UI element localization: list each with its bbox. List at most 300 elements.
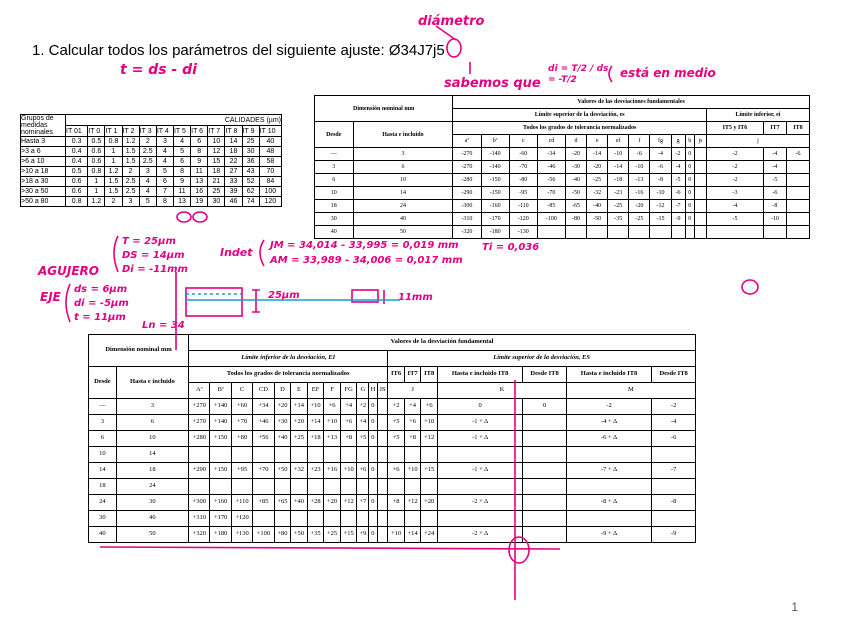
table-cell (307, 511, 324, 527)
table-cell: 4 (156, 157, 173, 167)
table-cell (694, 226, 706, 239)
quality-table (20, 114, 282, 207)
table-cell (652, 511, 696, 527)
table-cell: -2 (652, 399, 696, 415)
hole-header-it: Desde IT8 (523, 367, 567, 383)
table-cell: -130 (509, 226, 537, 239)
table-cell (566, 447, 651, 463)
table-cell: -7 + Δ (566, 463, 651, 479)
table-cell: +12 (340, 495, 357, 511)
table-cell: +35 (307, 527, 324, 543)
table-cell: 0.6 (66, 177, 88, 187)
table-cell: +80 (274, 527, 291, 543)
table-cell (523, 511, 567, 527)
annotation-ln: Ln = 34 (142, 320, 185, 331)
table-cell: -80 (565, 213, 586, 226)
table-cell (437, 511, 522, 527)
table-cell: 12 (208, 147, 225, 157)
table-cell: +15 (340, 527, 357, 543)
table-cell: 4 (139, 177, 156, 187)
table-cell (694, 174, 706, 187)
table-row (21, 167, 282, 177)
table-cell: +8 (388, 495, 405, 511)
table-cell: +25 (291, 431, 308, 447)
table-cell (650, 226, 671, 239)
table-cell (377, 479, 388, 495)
shaft-header-dim: Dimensión nominal mm (315, 96, 453, 122)
table-cell: +6 (340, 415, 357, 431)
table-cell: +28 (307, 495, 324, 511)
table-cell: 10 (353, 174, 453, 187)
table-cell: -4 (671, 161, 685, 174)
table-cell: 18 (116, 463, 188, 479)
page-number: 1 (791, 600, 798, 614)
table-cell (307, 479, 324, 495)
table-cell (786, 226, 809, 239)
table-cell (629, 226, 650, 239)
table-cell (291, 511, 308, 527)
table-cell: 1.5 (122, 157, 139, 167)
table-cell: 50 (116, 527, 188, 543)
table-cell: 6 (173, 157, 190, 167)
table-cell: 48 (259, 147, 281, 157)
table-cell (377, 463, 388, 479)
table-cell: 13 (191, 177, 208, 187)
table-cell: -270 (453, 148, 481, 161)
table-cell: +6 (324, 399, 341, 415)
table-cell: -6 (650, 161, 671, 174)
table-cell: 62 (242, 187, 259, 197)
table-cell: 33 (225, 177, 242, 187)
shaft-header-sup: Límite superior de la desviación, es (453, 109, 707, 122)
table-cell: +34 (253, 399, 274, 415)
table-cell: 6 (191, 137, 208, 147)
table-cell: -10 (608, 148, 629, 161)
annotation-agujero-ds: DS = 14µm (122, 250, 185, 261)
annotation-di-ds: di = T/2 / ds = -T/2 (548, 64, 609, 85)
table-cell: 0 (369, 415, 377, 431)
table-cell (291, 479, 308, 495)
table-cell: +70 (231, 415, 252, 431)
table-cell: 2.5 (122, 177, 139, 187)
row-label: Hasta 3 (21, 137, 66, 147)
table-cell: +4 (357, 415, 369, 431)
table-cell: -8 + Δ (566, 495, 651, 511)
table-cell: 10 (89, 447, 117, 463)
table-cell: -2 (671, 148, 685, 161)
table-cell: +80 (231, 431, 252, 447)
quality-header-groups: Grupos de medidas nominales (21, 115, 66, 137)
table-cell: 4 (139, 187, 156, 197)
table-cell (274, 479, 291, 495)
table-cell: -6 (629, 148, 650, 161)
annotation-eje-ds: ds = 6µm (74, 284, 128, 295)
table-cell (324, 447, 341, 463)
table-cell: +310 (189, 511, 210, 527)
table-cell (437, 447, 522, 463)
annotation-eje-t: t = 11µm (74, 312, 126, 323)
quality-column-header: IT 3 (139, 126, 156, 137)
quality-column-header: IT 2 (122, 126, 139, 137)
table-cell: -50 (565, 187, 586, 200)
table-cell: -1 + Δ (437, 415, 522, 431)
table-cell: 9 (173, 177, 190, 187)
table-cell (357, 479, 369, 495)
table-cell: 6 (353, 161, 453, 174)
table-cell: +60 (231, 399, 252, 415)
table-row (315, 174, 810, 187)
table-cell: -290 (453, 187, 481, 200)
hole-deviation-table (88, 334, 696, 543)
table-cell: -4 (706, 200, 763, 213)
table-row (21, 177, 282, 187)
table-cell (685, 226, 694, 239)
table-cell (706, 226, 763, 239)
table-cell (566, 511, 651, 527)
table-row (21, 187, 282, 197)
hole-header-dim: Dimensión nominal mm (89, 335, 189, 367)
table-cell: 1.5 (105, 187, 122, 197)
table-cell (324, 511, 341, 527)
table-cell: 1 (105, 157, 122, 167)
table-cell: 0 (685, 148, 694, 161)
table-cell: +320 (189, 527, 210, 543)
table-cell: -14 (587, 148, 608, 161)
table-cell: -9 (671, 213, 685, 226)
table-cell (388, 479, 405, 495)
table-cell: 3 (89, 415, 117, 431)
table-cell: +50 (274, 463, 291, 479)
hole-column-header: FG (340, 383, 357, 399)
table-cell: +14 (307, 415, 324, 431)
table-cell: -110 (509, 200, 537, 213)
table-cell: +6 (421, 399, 438, 415)
table-cell: 30 (208, 197, 225, 207)
quality-column-header: IT 9 (242, 126, 259, 137)
table-cell: +5 (388, 431, 405, 447)
table-cell: -35 (608, 213, 629, 226)
table-cell: -20 (587, 161, 608, 174)
hole-header-it: Hasta e incluido IT8 (437, 367, 522, 383)
table-cell: -2 (706, 148, 763, 161)
table-cell: -32 (587, 187, 608, 200)
table-cell: -310 (453, 213, 481, 226)
table-cell: 10 (116, 431, 188, 447)
table-cell: +280 (189, 431, 210, 447)
quality-column-header: IT 6 (191, 126, 208, 137)
shaft-column-header: fg (650, 135, 671, 148)
table-cell: +95 (231, 463, 252, 479)
hole-column-header: C (231, 383, 252, 399)
table-cell: 22 (225, 157, 242, 167)
table-cell: 21 (208, 177, 225, 187)
table-cell: +85 (253, 495, 274, 511)
quality-column-header: IT 8 (225, 126, 242, 137)
table-cell: 2 (105, 197, 122, 207)
table-cell: 0.8 (66, 197, 88, 207)
table-cell (291, 447, 308, 463)
table-cell: 25 (242, 137, 259, 147)
table-cell: +270 (189, 399, 210, 415)
shaft-column-header: c (509, 135, 537, 148)
annotation-indet: Indet (220, 246, 253, 259)
table-cell: 18 (89, 479, 117, 495)
table-cell: 0 (523, 399, 567, 415)
hole-header-values: Valores de la desviación fundamental (189, 335, 696, 351)
table-cell: 18 (315, 200, 354, 213)
table-cell: 27 (225, 167, 242, 177)
table-cell: 1.2 (105, 167, 122, 177)
table-row (315, 200, 810, 213)
table-row (315, 213, 810, 226)
table-cell: 0 (685, 200, 694, 213)
table-row (315, 161, 810, 174)
table-cell (253, 511, 274, 527)
table-cell: -10 (629, 161, 650, 174)
table-cell: +14 (404, 527, 421, 543)
table-cell: 1 (88, 177, 105, 187)
table-cell: 6 (156, 177, 173, 187)
table-cell: 0 (369, 527, 377, 543)
table-cell: 1.5 (105, 177, 122, 187)
hole-header-j: J (388, 383, 438, 399)
table-cell: -100 (537, 213, 565, 226)
table-cell: 50 (353, 226, 453, 239)
table-cell: -6 (763, 187, 786, 200)
table-cell: +10 (307, 399, 324, 415)
table-cell: +8 (340, 431, 357, 447)
table-cell: -2 + Δ (437, 527, 522, 543)
hole-header-sup: Límite superior de la desviación, ES (388, 351, 696, 367)
table-cell: 120 (259, 197, 281, 207)
annotation-am: AM = 33,989 - 34,006 = 0,017 mm (270, 255, 463, 266)
table-cell (340, 511, 357, 527)
table-cell: 3 (315, 161, 354, 174)
shaft-header-desde: Desde (315, 122, 354, 148)
table-cell: -30 (565, 161, 586, 174)
table-cell: 0 (685, 213, 694, 226)
table-cell: -140 (481, 161, 509, 174)
table-cell: 24 (353, 200, 453, 213)
table-cell: +300 (189, 495, 210, 511)
table-cell: 2 (122, 167, 139, 177)
table-cell: +20 (421, 495, 438, 511)
shaft-column-header: d (565, 135, 586, 148)
table-cell: 19 (191, 197, 208, 207)
table-cell: +140 (210, 399, 231, 415)
table-cell (694, 187, 706, 200)
table-cell: +13 (324, 431, 341, 447)
table-cell: -70 (509, 161, 537, 174)
exercise-title: 1. Calcular todos los parámetros del siguiente ajuste: Ø34J7j5 (32, 42, 445, 59)
table-row (89, 479, 696, 495)
shaft-deviation-table (314, 95, 810, 239)
table-cell: 15 (208, 157, 225, 167)
table-cell (274, 447, 291, 463)
table-cell: 0 (685, 174, 694, 187)
shaft-column-header: ef (608, 135, 629, 148)
shaft-header-hasta: Hasta e incluido (353, 122, 453, 148)
table-cell: — (89, 399, 117, 415)
hole-header-it: IT6 (388, 367, 405, 383)
row-label: >30 a 50 (21, 187, 66, 197)
table-cell (566, 479, 651, 495)
table-cell: -4 + Δ (566, 415, 651, 431)
table-cell: -23 (608, 187, 629, 200)
table-cell: +170 (210, 511, 231, 527)
table-cell: +15 (421, 463, 438, 479)
table-cell: +150 (210, 431, 231, 447)
table-cell: 52 (242, 177, 259, 187)
table-cell (421, 447, 438, 463)
table-cell: 24 (89, 495, 117, 511)
table-row (21, 137, 282, 147)
table-cell: +10 (388, 527, 405, 543)
table-cell: 0.6 (88, 147, 105, 157)
hole-header-it: Hasta e incluido IT8 (566, 367, 651, 383)
annotation-eje: EJE (40, 290, 61, 304)
table-cell (652, 447, 696, 463)
table-cell: +120 (231, 511, 252, 527)
shaft-header-it: IT7 (763, 122, 786, 135)
table-cell: -2 (706, 161, 763, 174)
table-cell: -70 (537, 187, 565, 200)
table-row (315, 226, 810, 239)
hole-header-it: IT8 (421, 367, 438, 383)
table-row (89, 447, 696, 463)
table-cell: -7 (652, 463, 696, 479)
table-row (89, 431, 696, 447)
table-cell: +40 (274, 431, 291, 447)
table-cell: +2 (357, 399, 369, 415)
table-cell: -4 (763, 148, 786, 161)
table-cell: +8 (404, 431, 421, 447)
table-cell (523, 415, 567, 431)
table-cell: 0.3 (66, 137, 88, 147)
quality-column-header: IT 1 (105, 126, 122, 137)
table-row (315, 148, 810, 161)
table-cell: -40 (587, 200, 608, 213)
table-cell: -10 (763, 213, 786, 226)
table-cell: 24 (116, 479, 188, 495)
table-cell (694, 161, 706, 174)
table-row (21, 197, 282, 207)
table-cell: +16 (324, 463, 341, 479)
table-cell (388, 447, 405, 463)
table-cell: 0.5 (66, 167, 88, 177)
shaft-column-header: js (694, 135, 706, 148)
table-cell: +160 (210, 495, 231, 511)
table-cell: +23 (307, 463, 324, 479)
table-row (89, 527, 696, 543)
table-cell: 1.5 (122, 147, 139, 157)
table-cell: +12 (421, 431, 438, 447)
table-cell: +6 (357, 463, 369, 479)
table-row (315, 187, 810, 200)
table-cell: +46 (253, 415, 274, 431)
table-cell: -300 (453, 200, 481, 213)
table-cell: -80 (509, 174, 537, 187)
table-cell: 1 (88, 187, 105, 197)
table-cell: -2 + Δ (437, 495, 522, 511)
table-cell (377, 511, 388, 527)
quality-column-header: IT 5 (173, 126, 190, 137)
table-cell: 3 (139, 167, 156, 177)
table-row (89, 415, 696, 431)
shaft-column-header: aª (453, 135, 481, 148)
table-cell (357, 447, 369, 463)
table-cell: 36 (242, 157, 259, 167)
hole-column-header: CD (253, 383, 274, 399)
table-cell: 6 (89, 431, 117, 447)
table-cell: +9 (357, 527, 369, 543)
table-cell: 8 (173, 167, 190, 177)
shaft-column-header: f (629, 135, 650, 148)
table-cell: 100 (259, 187, 281, 197)
table-cell: -4 (650, 148, 671, 161)
table-cell: 0.8 (105, 137, 122, 147)
table-cell: 0 (685, 161, 694, 174)
shaft-header-j: j (706, 135, 809, 148)
table-cell: 0.8 (88, 167, 105, 177)
table-cell: -150 (481, 187, 509, 200)
table-cell (388, 511, 405, 527)
table-row (89, 399, 696, 415)
table-cell (253, 447, 274, 463)
table-row (89, 495, 696, 511)
table-cell (340, 479, 357, 495)
hole-column-header: F (324, 383, 341, 399)
table-cell (523, 463, 567, 479)
table-cell: 40 (89, 527, 117, 543)
shaft-header-all: Todos los grados de tolerancia normalizados (453, 122, 707, 135)
table-cell (523, 447, 567, 463)
table-cell: -20 (565, 148, 586, 161)
table-cell: -2 (706, 174, 763, 187)
table-cell: +290 (189, 463, 210, 479)
table-cell: 58 (259, 157, 281, 167)
table-cell: 8 (156, 197, 173, 207)
table-cell: -40 (565, 174, 586, 187)
table-cell (357, 511, 369, 527)
table-cell: +10 (404, 463, 421, 479)
table-cell (523, 479, 567, 495)
table-cell: -1 + Δ (437, 463, 522, 479)
table-cell: +40 (291, 495, 308, 511)
table-cell (369, 447, 377, 463)
table-cell: -13 (629, 174, 650, 187)
hole-column-header: E (291, 383, 308, 399)
table-cell: +18 (307, 431, 324, 447)
table-cell: 4 (173, 137, 190, 147)
table-cell: 40 (116, 511, 188, 527)
table-cell: 2 (139, 137, 156, 147)
table-cell: -5 (706, 213, 763, 226)
hole-column-header: D (274, 383, 291, 399)
table-row (21, 147, 282, 157)
table-cell (523, 495, 567, 511)
table-cell (377, 399, 388, 415)
table-cell: -320 (453, 226, 481, 239)
table-cell: 0.4 (66, 157, 88, 167)
table-cell: -95 (509, 187, 537, 200)
table-cell: -5 (671, 174, 685, 187)
table-cell (274, 511, 291, 527)
table-cell: +20 (291, 415, 308, 431)
table-cell: 40 (259, 137, 281, 147)
table-cell: 43 (242, 167, 259, 177)
table-cell: 70 (259, 167, 281, 177)
